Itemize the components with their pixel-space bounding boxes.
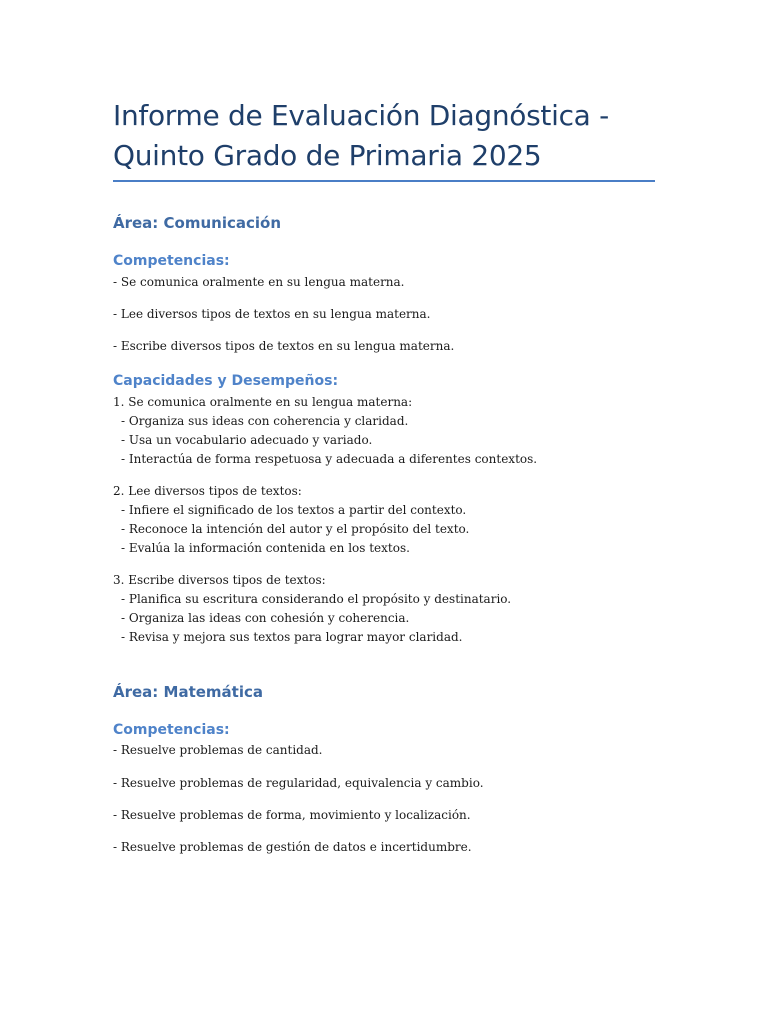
report-title [113,96,658,176]
competencias-heading-matematica: Competencias: [113,722,230,738]
desempeno-item: - Organiza sus ideas con coherencia y claridad. [121,414,409,428]
desempeno-item: - Evalúa la información contenida en los textos. [121,541,410,555]
desempeno-item: - Revisa y mejora sus textos para lograr mayor claridad. [121,630,463,644]
competencia-item: - Resuelve problemas de cantidad. [113,743,323,757]
competencia-item: - Resuelve problemas de regularidad, equivalencia y cambio. [113,776,484,790]
competencias-heading-comunicacion: Competencias: [113,253,230,269]
desempeno-item: - Planifica su escritura considerando el propósito y destinatario. [121,592,512,606]
report-title-line-2: Quinto Grado de Primaria 2025 [113,139,542,172]
capacidad-title: 2. Lee diversos tipos de textos: [113,484,302,498]
report-title-line-1: Informe de Evaluación Diagnóstica - [113,99,609,132]
area-heading-comunicacion: Área: Comunicación [113,214,281,232]
desempeno-item: - Infiere el significado de los textos a partir del contexto. [121,503,467,517]
desempeno-item: - Organiza las ideas con cohesión y coherencia. [121,611,410,625]
competencia-item: - Escribe diversos tipos de textos en su lengua materna. [113,339,455,353]
competencia-item: - Resuelve problemas de forma, movimiento y localización. [113,808,471,822]
desempeno-item: - Reconoce la intención del autor y el propósito del texto. [121,522,470,536]
competencia-item: - Se comunica oralmente en su lengua materna. [113,275,405,289]
desempeno-item: - Usa un vocabulario adecuado y variado. [121,433,373,447]
capacidades-heading: Capacidades y Desempeños: [113,373,339,389]
title-divider [113,180,655,182]
desempeno-item: - Interactúa de forma respetuosa y adecuada a diferentes contextos. [121,452,538,466]
competencia-item: - Resuelve problemas de gestión de datos e incertidumbre. [113,840,472,854]
competencia-item: - Lee diversos tipos de textos en su lengua materna. [113,307,431,321]
capacidad-title: 3. Escribe diversos tipos de textos: [113,573,326,587]
area-heading-matematica: Área: Matemática [113,683,263,701]
capacidad-title: 1. Se comunica oralmente en su lengua materna: [113,395,413,409]
